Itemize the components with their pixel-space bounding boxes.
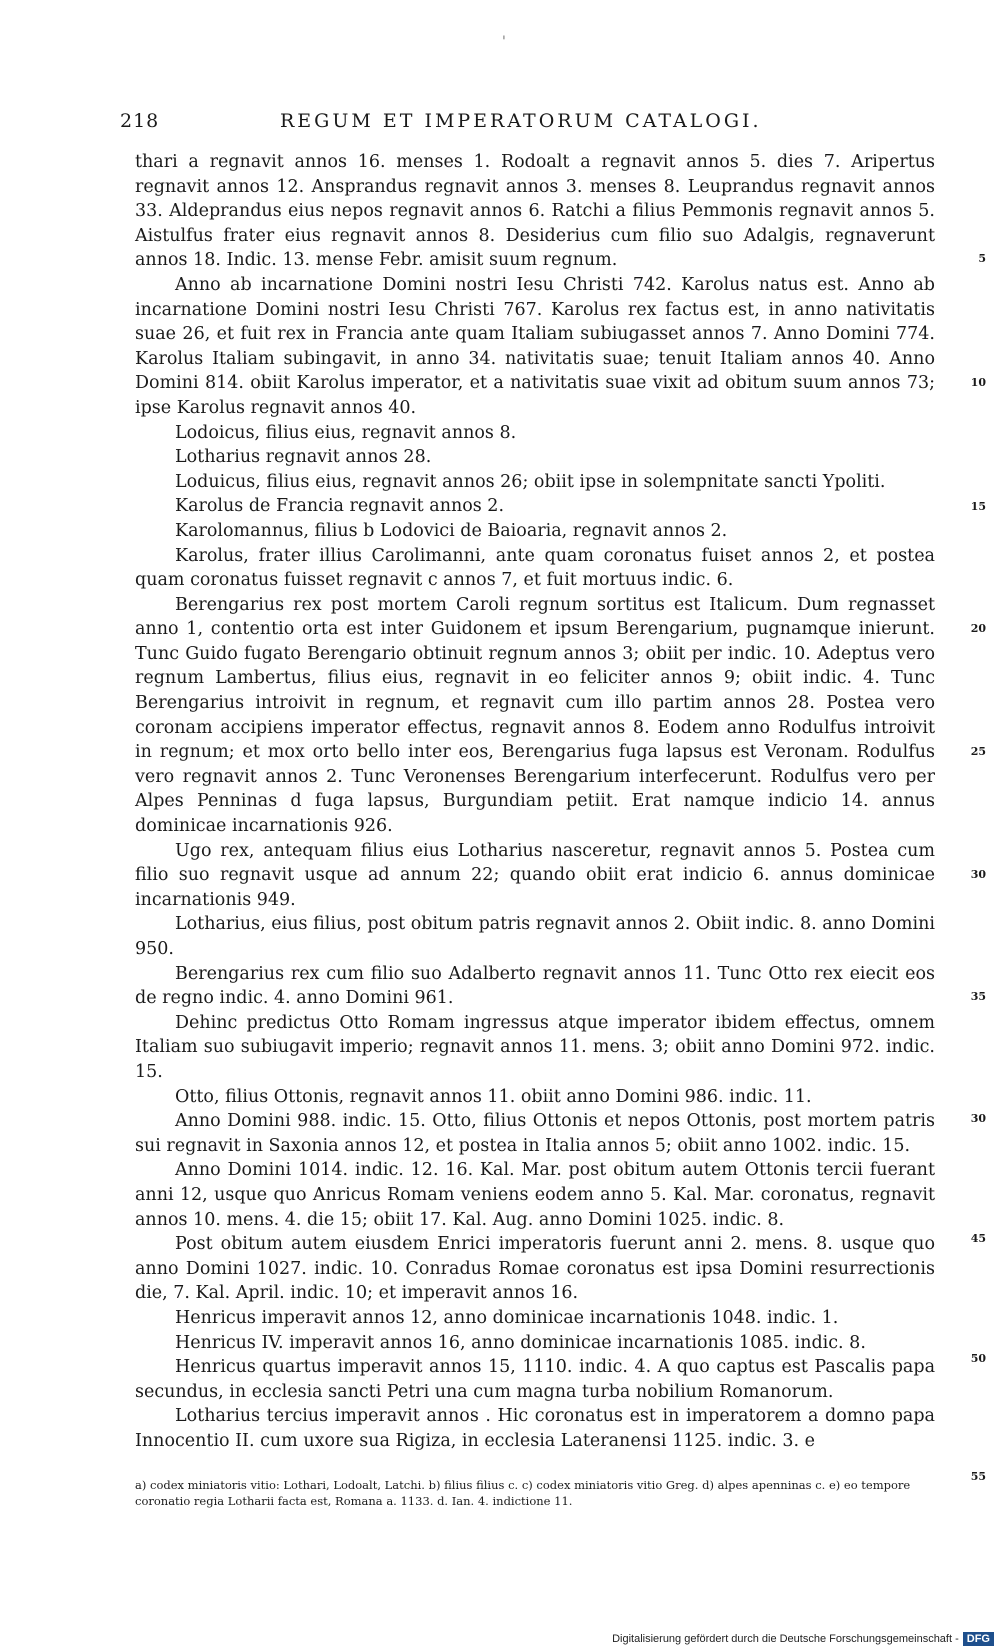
running-title: REGUM ET IMPERATORUM CATALOGI. (280, 110, 762, 132)
line-number: 45 (970, 1232, 986, 1245)
paragraph: Lodoicus, filius eius, regnavit annos 8. (175, 422, 517, 443)
line-number: 30 (970, 868, 986, 881)
paragraph: Karolomannus, filius b Lodovici de Baioaria, regnavit annos 2. (175, 520, 728, 541)
paragraph: Henricus IV. imperavit annos 16, anno dominicae incarnationis 1085. indic. 8. (175, 1332, 866, 1353)
paragraph: Karolus, frater illius Carolimanni, ante quam coronatus fuiset annos 2, et postea quam coronatus fuisset regnavit c annos 7, et fuit mortuus indic. 6. (135, 545, 935, 591)
line-number: 15 (970, 500, 986, 513)
footnotes (135, 1477, 935, 1509)
line-number: 25 (970, 745, 986, 758)
line-number: 5 (978, 252, 986, 265)
line-number: 10 (970, 376, 986, 389)
line-number: 30 (970, 1112, 986, 1125)
page-number: 218 (120, 110, 160, 132)
paragraph: Anno Domini 988. indic. 15. Otto, filius Ottonis et nepos Ottonis, post mortem patris sui regnavit in Saxonia annos 12, et postea in Italia annos 5; obiit anno 1002. indic. 15. (135, 1111, 935, 1156)
paragraph: Lotharius, eius filius, post obitum patris regnavit annos 2. Obiit indic. 8. anno Domini 950. (135, 914, 935, 959)
footer-credit (612, 1630, 994, 1648)
paragraph: Loduicus, filius eius, regnavit annos 26; obiit ipse in solempnitate sancti Ypoliti. (175, 471, 886, 492)
line-number: 20 (970, 622, 986, 635)
line-number: 35 (970, 990, 986, 1003)
page-header (120, 110, 940, 138)
paragraph: Lotharius tercius imperavit annos . Hic coronatus est in imperatorem a domno papa Innocentio II. cum uxore sua Rigiza, in ecclesia Lateranensi 1125. indic. 3. e (135, 1406, 935, 1451)
paragraph: Dehinc predictus Otto Romam ingressus atque imperator ibidem effectus, omnem Italiam suo subiugavit imperio; regnavit annos 11. mens. 3; obiit anno Domini 972. indic. 15. (135, 1012, 935, 1082)
paragraph: Berengarius rex cum filio suo Adalberto regnavit annos 11. Tunc Otto rex eiecit eos de regno indic. 4. anno Domini 961. (135, 963, 935, 1009)
paragraph: Berengarius rex post mortem Caroli regnum sortitus est Italicum. Dum regnasset anno 1, contentio orta est inter Guidonem et ipsum Berengarium, pugnamque inierunt. Tunc Guido fugato Berengario obtinuit regnum annos 3; obiit per indic. 10. Adeptus vero regnum Lambertus, filius eius, regnavit in eo feliciter annos 9; obiit indic. 4. Tunc Berengarius introivit in regnum, et regnavit cum illo partim annos 28. Postea vero coronam accipiens imperator effectus, regnavit annos 8. Eodem anno Rodulfus introivit in regnum; et mox orto bello inter eos, Berengarius fuga lapsus est Veronam. Rodulfus vero regnavit annos 2. Tunc Veronenses Berengarium interfecerunt. Rodulfus vero per Alpes Penninas d fuga lapsus, Burgundiam petiit. Erat namque indicio 14. annus dominicae incarnationis 926. (135, 594, 935, 837)
line-number: 50 (970, 1352, 986, 1365)
paragraph: Anno Domini 1014. indic. 12. 16. Kal. Mar. post obitum autem Ottonis tercii fuerant anni 12, usque quo Anricus Romam veniens eodem anno 5. Kal. Mar. coronatus, regnavit annos 10. mens. 4. die 15; obiit 17. Kal. Aug. anno Domini 1025. indic. 8. (135, 1160, 935, 1230)
line-number: 55 (970, 1470, 986, 1483)
paragraph: Ugo rex, antequam filius eius Lotharius nasceretur, regnavit annos 5. Postea cum filio suo regnavit usque ad annum 22; quando obiit erat indicio 6. annus dominicae incarnationis 949. (135, 840, 935, 910)
top-mark: ' (502, 34, 506, 50)
paragraph: Otto, filius Ottonis, regnavit annos 11. obiit anno Domini 986. indic. 11. (175, 1086, 812, 1107)
paragraph: Henricus quartus imperavit annos 15, 1110. indic. 4. A quo captus est Pascalis papa secundus, in ecclesia sancti Petri una cum magna turba nobilium Romanorum. (135, 1357, 935, 1402)
main-text (135, 150, 935, 1453)
footnote: a) codex miniatoris vitio: Lothari, Lodoalt, Latchi. b) filius filius c. c) codex miniatoris vitio Greg. d) alpes apenninas c. e) eo tempore coronatio regia Lotharii facta est, Romana a. 1133. d. Ian. 4. indictione 11. (135, 1478, 911, 1508)
footer-text: Digitalisierung gefördert durch die Deutsche Forschungsgemeinschaft - (612, 1633, 959, 1645)
paragraph: thari a regnavit annos 16. menses 1. Rodoalt a regnavit annos 5. dies 7. Aripertus regnavit annos 12. Ansprandus regnavit annos 3. menses 8. Leuprandus regnavit annos 33. Aldeprandus eius nepos regnavit annos 6. Ratchi a filius Pemmonis regnavit annos 5. Aistulfus frater eius regnavit annos 8. Desiderius cum filio suo Adalgis, regnaverunt annos 18. Indic. 13. mense Febr. amisit suum regnum. (135, 152, 935, 271)
paragraph: Lotharius regnavit annos 28. (175, 447, 432, 468)
paragraph: Anno ab incarnatione Domini nostri Iesu Christi 742. Karolus natus est. Anno ab incarnatione Domini nostri Iesu Christi 767. Karolus rex factus est, in anno nativitatis suae 26, et fuit rex in Francia ante quam Italiam subiugasset annos 7. Anno Domini 774. Karolus Italiam subingavit, in anno 34. nativitatis suae; tenuit Italiam annos 40. Anno Domini 814. obiit Karolus imperator, et a nativitatis suae vixit ad obitum suum annos 73; ipse Karolus regnavit annos 40. (135, 274, 935, 418)
dfg-logo: DFG (963, 1632, 994, 1646)
paragraph: Henricus imperavit annos 12, anno dominicae incarnationis 1048. indic. 1. (175, 1307, 839, 1328)
paragraph: Post obitum autem eiusdem Enrici imperatoris fuerunt anni 2. mens. 8. usque quo anno Domini 1027. indic. 10. Conradus Romae coronatus est ipsa Domini resurrectionis die, 7. Kal. April. indic. 10; et imperavit annos 16. (135, 1234, 935, 1304)
paragraph: Karolus de Francia regnavit annos 2. (175, 496, 505, 517)
